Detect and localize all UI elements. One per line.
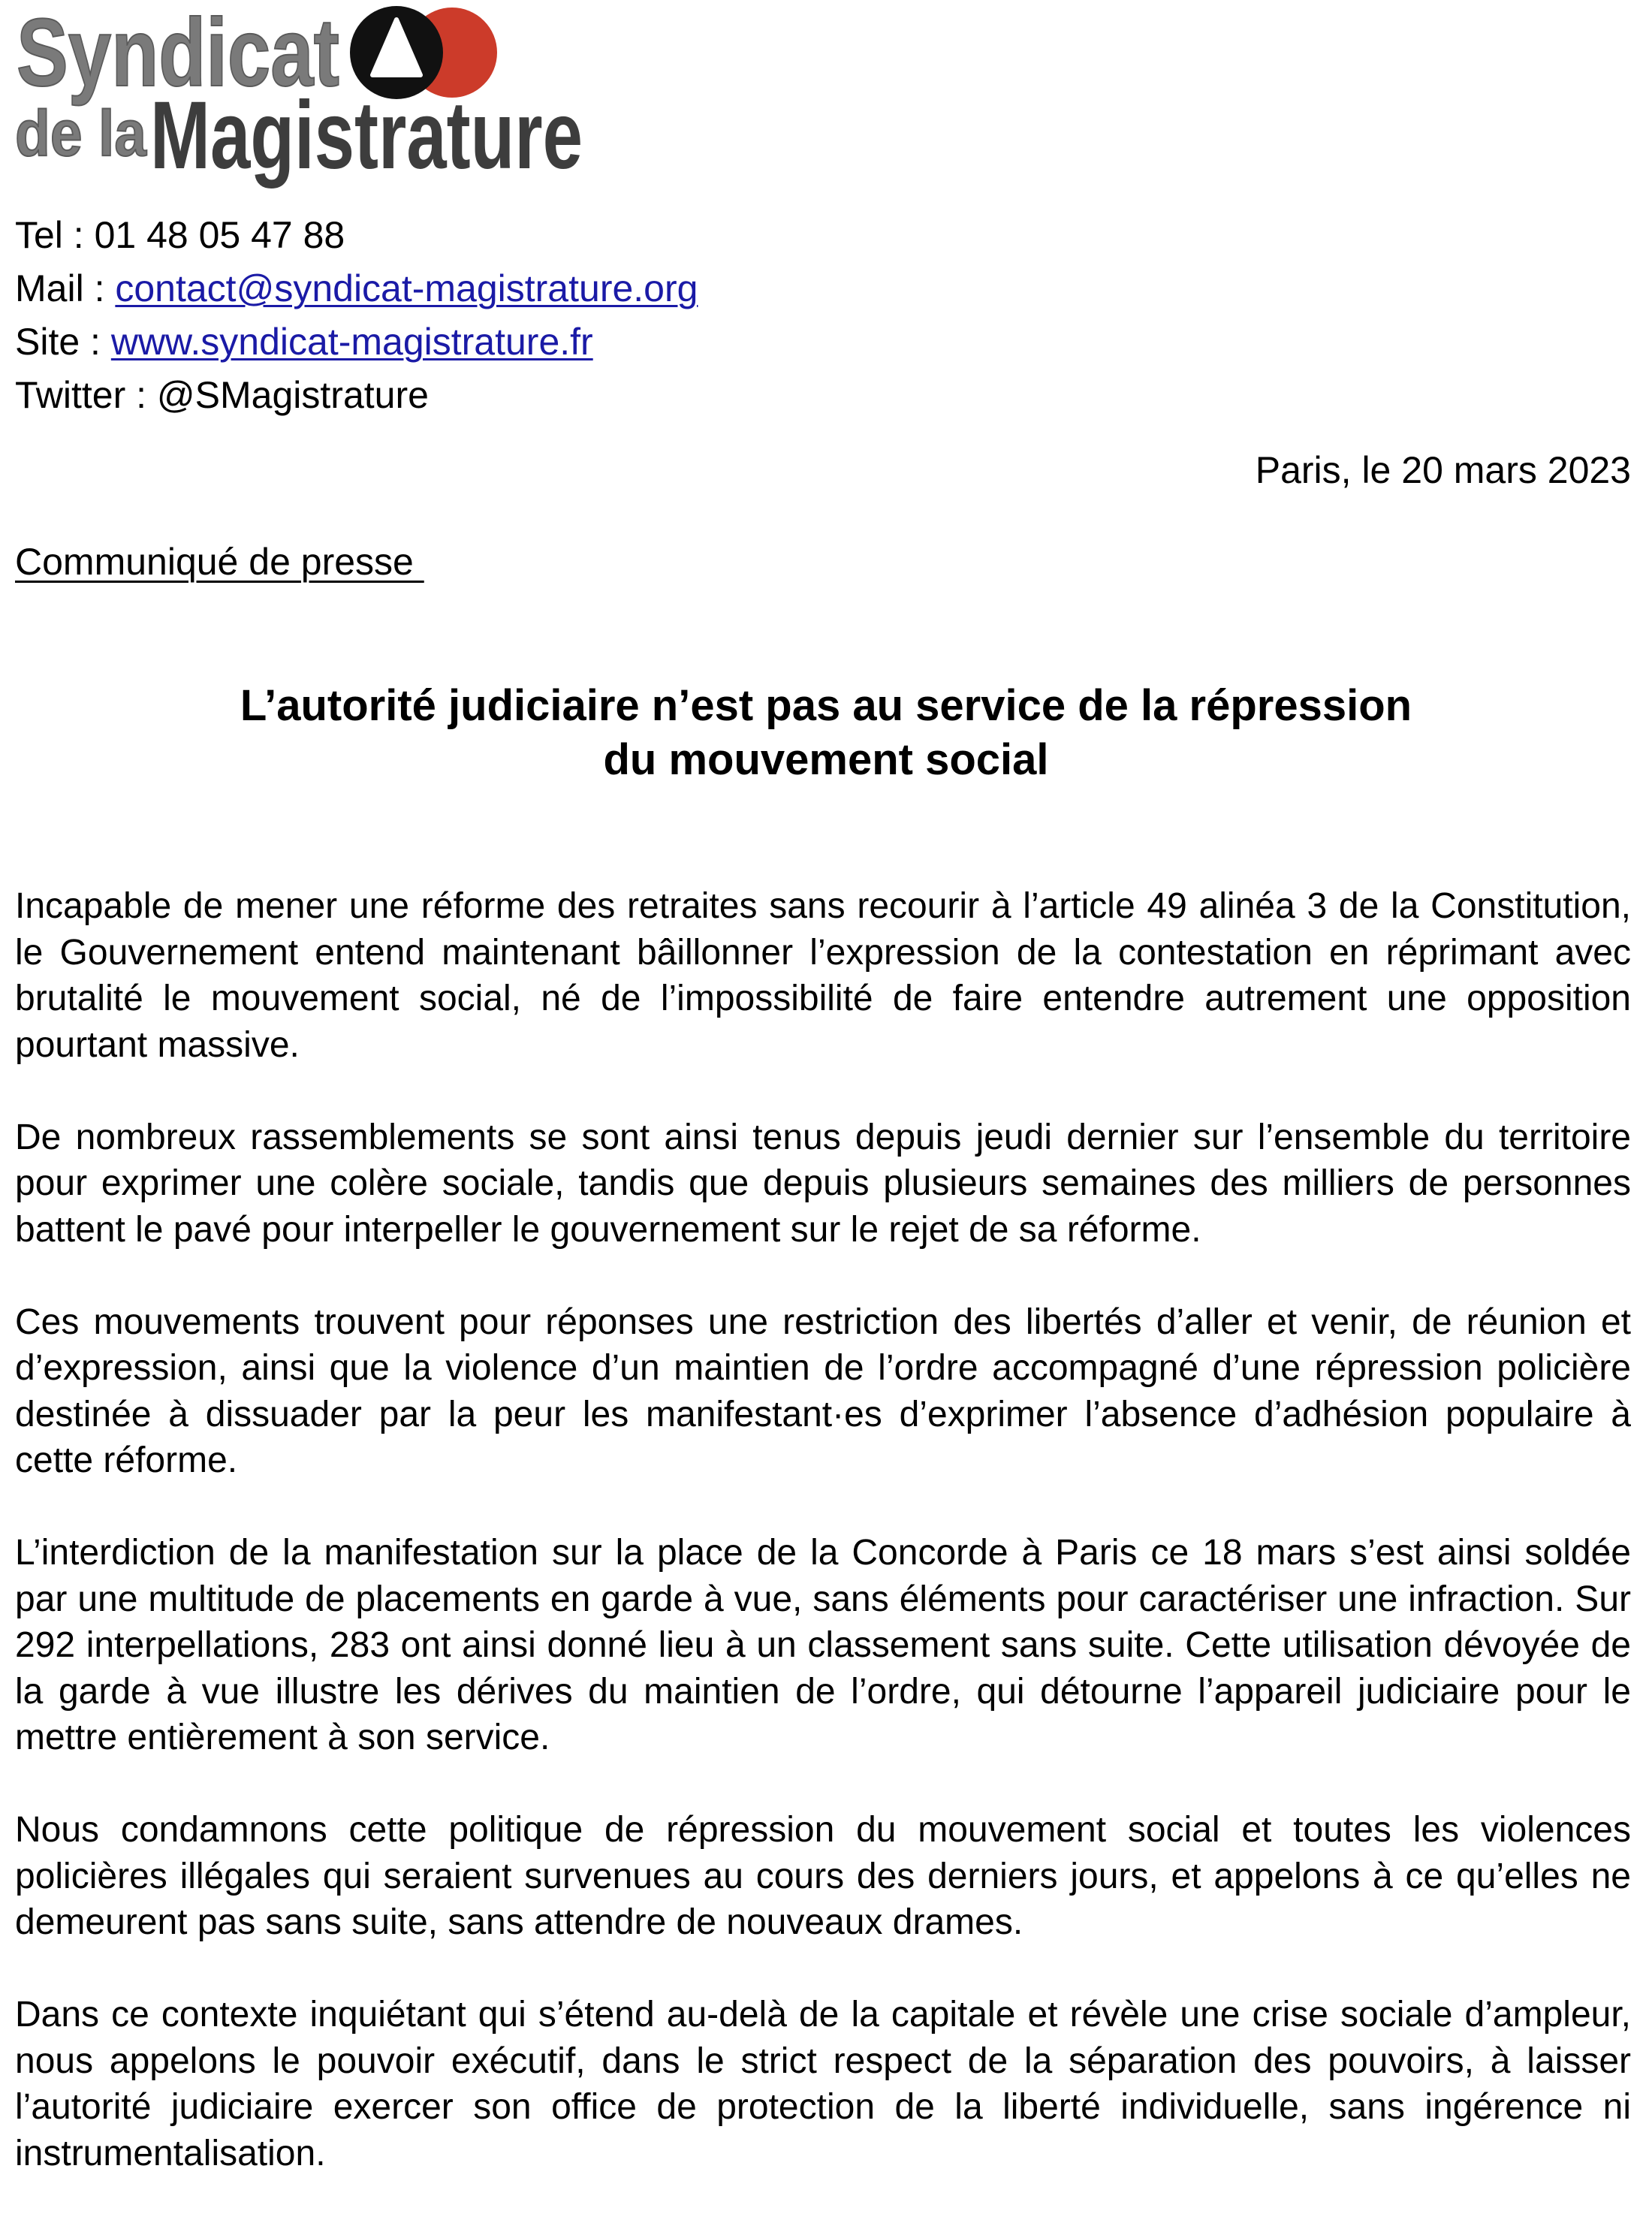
syndicat-logo xyxy=(15,0,586,189)
contact-tel xyxy=(15,209,698,262)
paragraph: Nous condamnons cette politique de répression du mouvement social et toutes les violences policières illégales qui seraient survenues au cours des derniers jours, et appelons à ce qu’elles ne demeurent pas sans suite, sans attendre de nouveaux drames. xyxy=(15,1810,1631,1942)
logo-line2-small: de la xyxy=(15,98,148,170)
logo-line2-big: Magistrature xyxy=(150,82,583,189)
contact-site xyxy=(15,315,698,369)
contact-twitter xyxy=(15,369,698,422)
paragraph: Incapable de mener une réforme des retraites sans recourir à l’article 49 alinéa 3 de la Constitution, le Gouvernement entend maintenant bâillonner l’expression de la contestation en réprimant avec brutalité le mouvement social, né de l’impossibilité de faire entendre autrement une opposition pourtant massive. xyxy=(15,886,1631,1065)
paragraph: Dans ce contexte inquiétant qui s’étend au-delà de la capitale et révèle une crise sociale d’ampleur, nous appelons le pouvoir exécutif, dans le strict respect de la séparation des pouvoirs, à laisser l’autorité judiciaire exercer son office de protection de la liberté individuelle, sans ingérence ni instrumentalisation. xyxy=(15,1995,1631,2173)
contact-mail xyxy=(15,262,698,315)
headline xyxy=(0,679,1652,787)
paragraph: De nombreux rassemblements se sont ainsi tenus depuis jeudi dernier sur l’ensemble du territoire pour exprimer une colère sociale, tandis que depuis plusieurs semaines des milliers de personnes battent le pavé pour interpeller le gouvernement sur le rejet de sa réforme. xyxy=(15,1117,1631,1250)
twitter-label: Twitter : xyxy=(15,374,157,416)
mail-label: Mail : xyxy=(15,267,116,309)
logo-line1: Syndicat xyxy=(17,0,339,107)
press-release-label: Communiqué de presse xyxy=(15,541,424,583)
headline-line2: du mouvement social xyxy=(603,735,1049,784)
contact-block xyxy=(15,209,698,422)
mail-link[interactable]: contact@syndicat-magistrature.org xyxy=(115,267,698,309)
site-link[interactable]: www.syndicat-magistrature.fr xyxy=(110,321,593,363)
tel-value: 01 48 05 47 88 xyxy=(94,214,345,256)
paragraph: Ces mouvements trouvent pour réponses une restriction des libertés d’aller et venir, de réunion et d’expression, ainsi que la violence d’un maintien de l’ordre accompagné d’une répression policière destinée à dissuader par la peur les manifestant·es d’exprimer l’absence d’adhésion populaire à cette réforme. xyxy=(15,1302,1631,1480)
site-label: Site : xyxy=(15,321,111,363)
date-line: Paris, le 20 mars 2023 xyxy=(1255,449,1631,491)
twitter-handle: @SMagistrature xyxy=(156,374,429,416)
headline-line1: L’autorité judiciaire n’est pas au service de la répression xyxy=(240,681,1412,730)
tel-label: Tel : xyxy=(15,214,95,256)
paragraph: L’interdiction de la manifestation sur la place de la Concorde à Paris ce 18 mars s’est ainsi soldée par une multitude de placements en garde à vue, sans éléments pour caractériser une infraction. Sur 292 interpellations, 283 ont ainsi donné lieu à un classement sans suite. Cette utilisation dévoyée de la garde à vue illustre les dérives du maintien de l’ordre, qui détourne l’appareil judiciaire pour le mettre entièrement à son service. xyxy=(15,1533,1631,1757)
body-text xyxy=(15,883,1631,2223)
